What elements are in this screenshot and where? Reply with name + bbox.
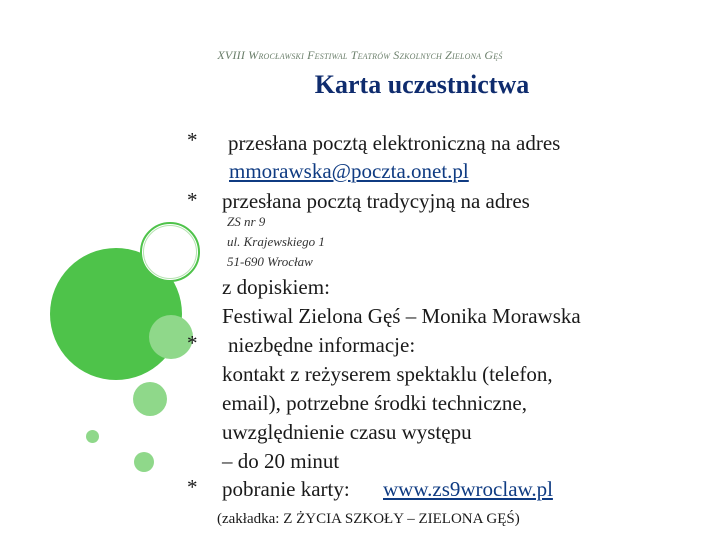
bullet-4-note: (zakładka: Z ŻYCIA SZKOŁY – ZIELONA GĘŚ) xyxy=(217,511,520,527)
bullet-3-text: niezbędne informacje: xyxy=(228,333,416,357)
bullet-2-recipient: Festiwal Zielona Gęś – Monika Morawska xyxy=(222,304,581,328)
page-title: Karta uczestnictwa xyxy=(314,70,530,99)
decorative-dot xyxy=(86,430,99,443)
festival-header: XVIII Wrocławski Festiwal Teatrów Szkolnych Zielona Gęś xyxy=(217,48,503,62)
bullet-1-text: przesłana pocztą elektroniczną na adres xyxy=(228,131,561,155)
decorative-circle-tiny xyxy=(134,452,154,472)
website-link[interactable]: www.zs9wroclaw.pl xyxy=(383,477,553,501)
bullet-3-text: kontakt z reżyserem spektaklu (telefon, xyxy=(222,362,553,386)
bullet-marker: * xyxy=(187,188,198,212)
address-line: ul. Krajewskiego 1 xyxy=(227,234,325,249)
bullet-2-text: przesłana pocztą tradycyjną na adres xyxy=(222,189,530,213)
bullet-2-note: z dopiskiem: xyxy=(222,275,330,299)
bullet-marker: * xyxy=(187,475,198,499)
bullet-3-text: – do 20 minut xyxy=(222,449,340,473)
email-link[interactable]: mmorawska@poczta.onet.pl xyxy=(229,159,469,183)
decorative-circle-small xyxy=(133,382,167,416)
bullet-marker: * xyxy=(187,331,198,355)
bullet-4-text: pobranie karty: xyxy=(222,477,350,501)
bullet-marker: * xyxy=(187,128,198,152)
decorative-ring-inner xyxy=(143,225,197,279)
address-line: ZS nr 9 xyxy=(227,214,266,229)
bullet-3-text: email), potrzebne środki techniczne, xyxy=(222,391,527,415)
bullet-3-text: uwzględnienie czasu występu xyxy=(222,420,472,444)
address-line: 51-690 Wrocław xyxy=(227,254,313,269)
